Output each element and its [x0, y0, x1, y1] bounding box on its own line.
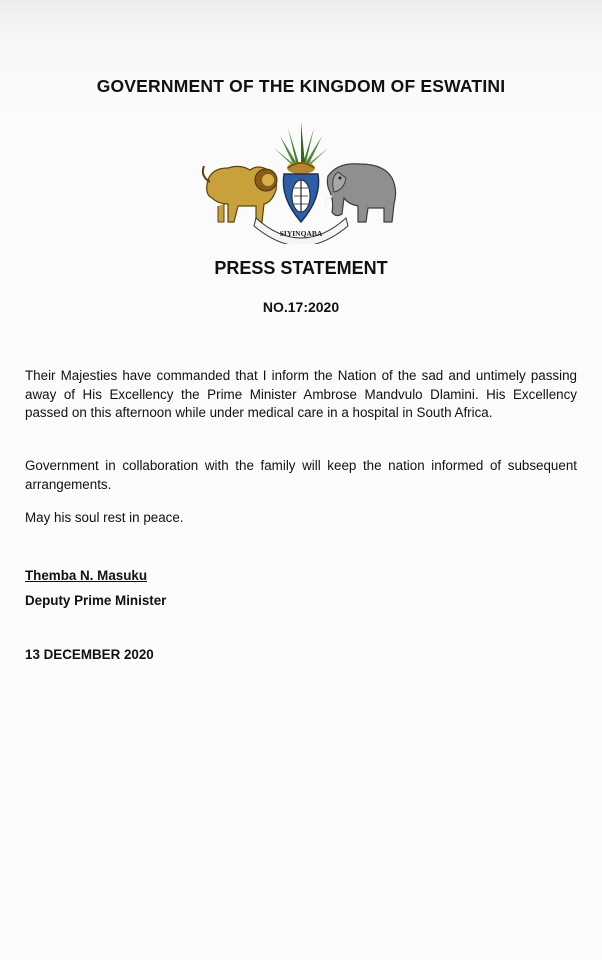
shield-icon	[283, 174, 318, 222]
elephant-icon	[326, 164, 396, 222]
eswatini-coat-of-arms-icon	[198, 118, 404, 244]
body-paragraph: May his soul rest in peace.	[25, 510, 184, 525]
body-paragraph: Government in collaboration with the family will keep the nation informed of subsequent arrangements.	[25, 458, 577, 492]
signatory-title: Deputy Prime Minister	[25, 593, 167, 608]
statement-number: NO.17:2020	[262, 299, 340, 315]
signatory-name: Themba N. Masuku	[25, 568, 148, 583]
motto-text: SIYINQABA	[279, 229, 323, 238]
government-heading: GOVERNMENT OF THE KINGDOM OF ESWATINI	[96, 76, 506, 96]
statement-date: 13 DECEMBER 2020	[25, 647, 154, 662]
body-paragraph: Their Majesties have commanded that I inform the Nation of the sad and untimely passing away of His Excellency the Prime Minister Ambrose Mandvulo Dlamini. His Excellency passed on this afternoon while under medical care in a hospital in South Africa.	[25, 368, 577, 421]
page-title: PRESS STATEMENT	[214, 258, 388, 278]
lion-icon	[203, 166, 277, 222]
plume-icon	[274, 122, 328, 174]
